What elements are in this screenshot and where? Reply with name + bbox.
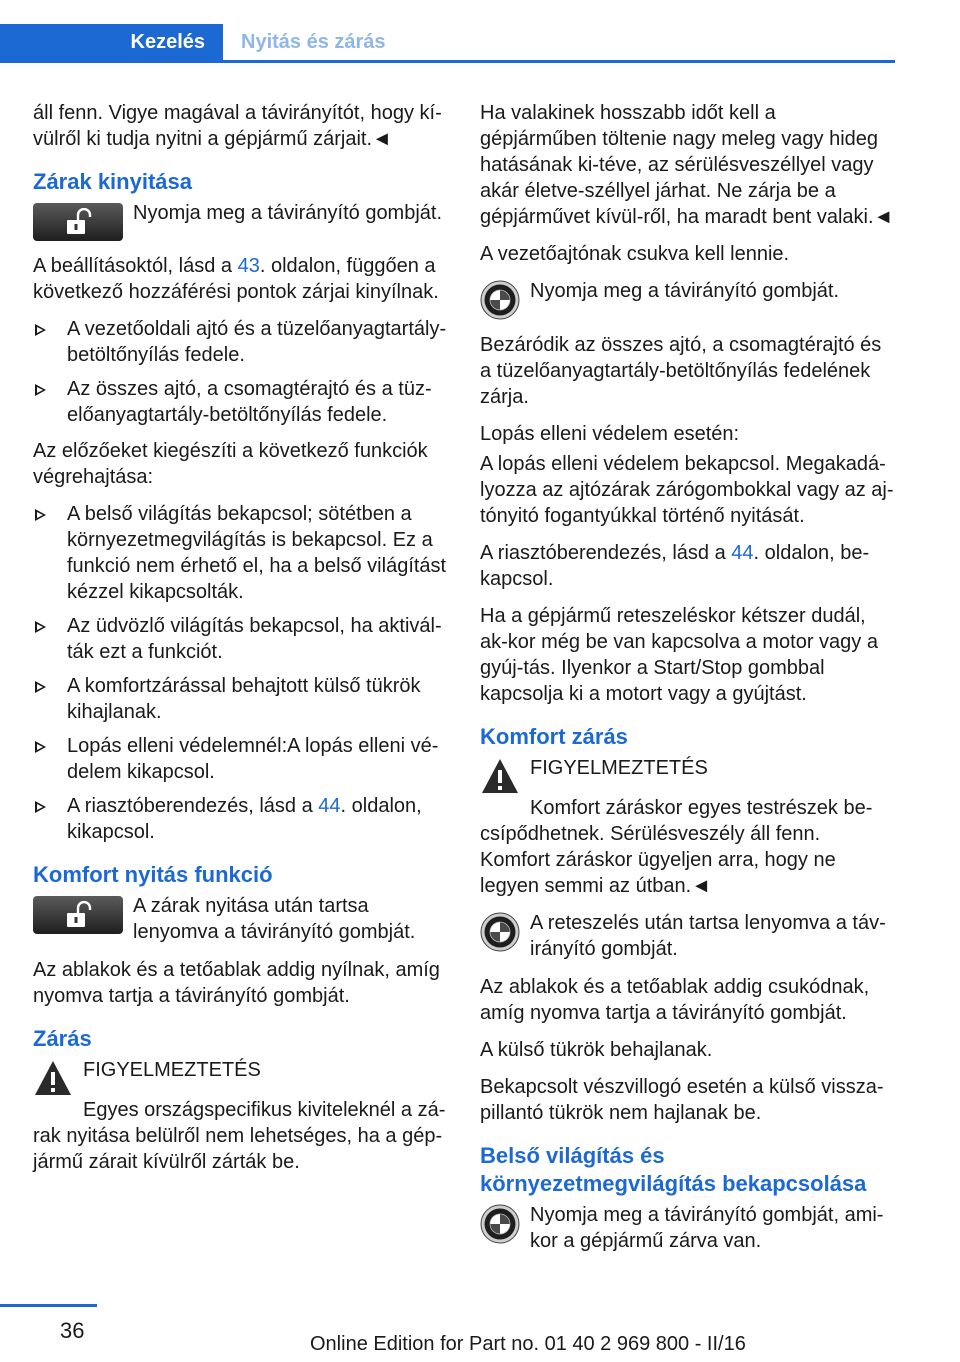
paragraph-alarm: A riasztóberendezés, lásd a 44. oldalon, be-kapcsol. <box>480 542 870 590</box>
list-item: Az üdvözlő világítás bekapcsol, ha aktivál-ták ezt a funkciót. <box>33 613 447 665</box>
paragraph-windows-close: Az ablakok és a tetőablak addig csukódnak, amíg nyomva tartja a távirányító gombját. <box>480 976 870 1024</box>
right-column <box>480 100 895 1266</box>
comfort-lock-instruction <box>480 910 895 962</box>
list-item: Lopás elleni védelemnél:A lopás elleni vé-delem kikapcsol. <box>33 733 447 785</box>
page-link-44[interactable]: 44 <box>731 542 754 564</box>
list-item: A belső világítás bekapcsol; sötétben a környezetmegvilágítás is bekapcsol. Ez a funkció nem érhető el, ha a belső világítást kézzel kikapcsolták. <box>33 501 447 605</box>
chapter-header <box>0 24 895 64</box>
lock-instruction <box>480 278 895 320</box>
paragraph-intro: áll fenn. Vigye magával a távirányítót, hogy kí-vülről ki tudja nyitni a gépjármű zárjait.◄ <box>33 102 442 150</box>
heading-interior-lighting: Belső világítás és környezetmegvilágítás bekapcsolása <box>480 1143 867 1196</box>
paragraph-mirrors: A külső tükrök behajlanak. <box>480 1039 713 1061</box>
unlock-text: Nyomja meg a távirányító gombját. <box>133 202 443 224</box>
warning-block <box>480 755 895 795</box>
page-number: 36 <box>60 1318 85 1343</box>
comfort-lock-text: A reteszelés után tartsa lenyomva a táv-irányító gombját. <box>530 912 886 960</box>
interior-instruction <box>480 1202 895 1254</box>
interior-text: Nyomja meg a távirányító gombját, ami-kor a gépjármű zárva van. <box>530 1204 884 1252</box>
warning-title: FIGYELMEZTETÉS <box>83 1059 261 1081</box>
paragraph-warning-continued: Ha valakinek hosszabb időt kell a gépjárműben töltenie nagy meleg vagy hideg hatásának ki-téve, az sérülésveszéllyel vagy akár életve-széllyel járhat. Ne zárja be a gépjárművet kívül-ről, ha maradt bent valaki.◄ <box>480 102 894 228</box>
bmw-key-icon <box>480 912 520 952</box>
paragraph-horn: Ha a gépjármű reteszeléskor kétszer dudál, ak-kor még be van kapcsolva a motor vagy a gyúj-tás. Ilyenkor a Start/Stop gombbal kapcsolja ki a motort vagy a gyújtást. <box>480 605 878 705</box>
comfort-open-text: A zárak nyitása után tartsa lenyomva a távirányító gombját. <box>133 895 416 943</box>
heading-comfort-open: Komfort nyitás funkció <box>33 862 273 887</box>
list-item: A komfortzárással behajtott külső tükrök kihajlanak. <box>33 673 447 725</box>
list-item: A riasztóberendezés, lásd a 44. oldalon, kikapcsol. <box>33 793 447 845</box>
heading-lock: Zárás <box>33 1026 92 1051</box>
left-column <box>33 100 447 1186</box>
tab-kezeles[interactable]: Kezelés <box>0 24 223 60</box>
paragraph-hazard: Bekapcsolt vészvillogó esetén a külső vissza-pillantó tükrök nem hajlanak be. <box>480 1076 884 1124</box>
paragraph-windows-open: Az ablakok és a tetőablak addig nyílnak, amíg nyomva tartja a távirányító gombját. <box>33 959 440 1007</box>
functions-list <box>33 501 447 845</box>
warning-text: Egyes országspecifikus kiviteleknél a zá-rak nyitása belülről nem lehetséges, ha a gép-jármű zárait kívülről zárták be. <box>33 1099 446 1173</box>
heading-unlock: Zárak kinyitása <box>33 169 192 194</box>
paragraph-driver-door: A vezetőajtónak csukva kell lennie. <box>480 243 790 265</box>
tab-nyitas-es-zaras[interactable]: Nyitás és zárás <box>241 31 386 53</box>
paragraph-settings: A beállításoktól, lásd a 43. oldalon, függően a következő hozzáférési pontok zárjai kinyílnak. <box>33 255 439 303</box>
remote-unlock-button-icon <box>33 896 123 934</box>
paragraph-antitheft-label: Lopás elleni védelem esetén: <box>480 423 740 445</box>
paragraph-complement: Az előzőeket kiegészíti a következő funkciók végrehajtása: <box>33 440 428 488</box>
unlock-points-list <box>33 316 447 428</box>
bmw-key-icon <box>480 1204 520 1244</box>
unlock-instruction <box>33 200 447 241</box>
header-divider <box>0 60 895 63</box>
footer-divider <box>0 1304 97 1307</box>
paragraph-locks: Bezáródik az összes ajtó, a csomagtérajtó és a tüzelőanyagtartály-betöltőnyílás fedelének zárja. <box>480 334 882 408</box>
warning-icon <box>480 757 520 795</box>
list-item: A vezetőoldali ajtó és a tüzelőanyagtartály-betöltőnyílás fedele. <box>33 316 447 368</box>
edition-footer: Online Edition for Part no. 01 40 2 969 800 - II/16 <box>310 1333 746 1355</box>
lock-text: Nyomja meg a távirányító gombját. <box>530 280 840 302</box>
remote-unlock-button-icon <box>33 203 123 241</box>
paragraph-antitheft: A lopás elleni védelem bekapcsol. Megakadá-lyozza az ajtózárak zárógombokkal vagy az aj-tónyitó fogantyúkkal történő nyitását. <box>480 453 894 527</box>
comfort-open-instruction <box>33 893 447 945</box>
list-item: Az összes ajtó, a csomagtérajtó és a tüz-előanyagtartály-betöltőnyílás fedele. <box>33 376 447 428</box>
heading-comfort-lock: Komfort zárás <box>480 724 628 749</box>
warning-title: FIGYELMEZTETÉS <box>530 757 708 779</box>
warning-block <box>33 1057 447 1097</box>
warning-text: Komfort záráskor egyes testrészek be-csípődhetnek. Sérülésveszély áll fenn. Komfort záráskor ügyeljen arra, hogy ne legyen semmi az útban.◄ <box>480 797 873 897</box>
bmw-key-icon <box>480 280 520 320</box>
page-link-43[interactable]: 43 <box>237 255 260 277</box>
warning-icon <box>33 1059 73 1097</box>
page-link-44[interactable]: 44 <box>318 795 341 817</box>
